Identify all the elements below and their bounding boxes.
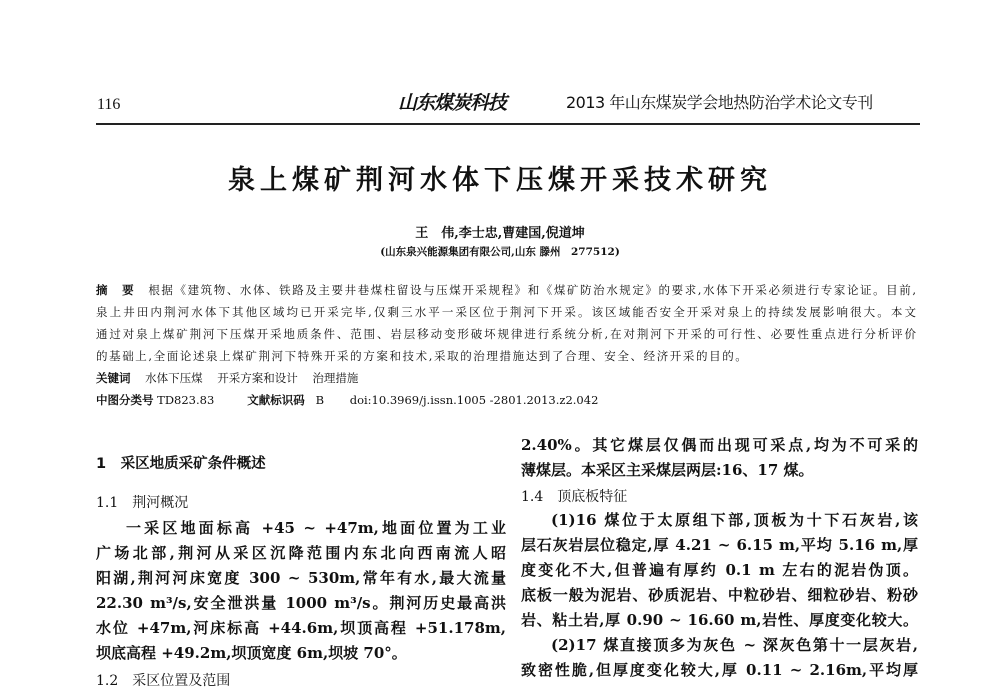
affiliation: (山东泉兴能源集团有限公司,山东 滕州 277512)	[380, 246, 620, 258]
journal-logo: 山东煤炭科技	[398, 92, 507, 114]
body-line: (2)17 煤直接顶多为灰色 ~ 深灰色第十一层灰岩,	[551, 636, 918, 654]
abstract-line: 的基础上,全面论述泉上煤矿荆河下特殊开采的方案和技术,采取的治理措施达到了合理、安全、经济开采的目的。	[96, 349, 749, 363]
abstract-label: 摘 要	[96, 283, 136, 297]
keyword: 开采方案和设计	[217, 371, 298, 385]
body-line: 一采区地面标高 +45 ~ +47m,地面位置为工业	[126, 519, 506, 537]
subsection-heading: 1.4 顶底板特征	[521, 489, 628, 505]
keyword: 治理措施	[312, 371, 359, 385]
paper-title: 泉上煤矿荆河水体下压煤开采技术研究	[228, 165, 772, 196]
authors: 王 伟,李士忠,曹建国,倪道坤	[415, 226, 585, 241]
subsection-heading: 1.1 荆河概况	[96, 495, 189, 511]
body-line: 阳湖,荆河河床宽度 300 ~ 530m,常年有水,最大流量	[96, 569, 506, 587]
body-line: 层石灰岩层位稳定,厚 4.21 ~ 6.15 m,平均 5.16 m,厚	[521, 536, 918, 554]
body-line: 22.30 m³/s,安全泄洪量 1000 m³/s。荆河历史最高洪	[96, 594, 506, 612]
body-line: 致密性脆,但厚度变化较大,厚 0.11 ~ 2.16m,平均厚	[521, 661, 918, 679]
abstract-line: 泉上井田内荆河水体下其他区域均已开采完毕,仅剩三水平一采区位于荆河下开采。该区域能否安全开采对泉上的持续发展影响很大。本文	[96, 305, 916, 319]
subsection-heading: 1.2 采区位置及范围	[96, 673, 231, 689]
header-rule	[96, 123, 920, 125]
page-number: 116	[97, 96, 121, 113]
body-line: 水位 +47m,河床标高 +44.6m,坝顶高程 +51.178m,	[96, 619, 506, 637]
body-line: 底板一般为泥岩、砂质泥岩、中粒砂岩、细粒砂岩、粉砂	[521, 586, 918, 604]
body-line: 坝底高程 +49.2m,坝顶宽度 6m,坝坡 70°。	[96, 644, 407, 662]
body-line: (1)16 煤位于太原组下部,顶板为十下石灰岩,该	[551, 511, 918, 529]
keyword: 水体下压煤	[145, 371, 203, 385]
body-line: 2.40%。其它煤层仅偶而出现可采点,均为不可采的	[521, 436, 918, 454]
section-heading: 1 采区地质采矿条件概述	[96, 456, 266, 472]
classification: 中图分类号 TD823.83 文献标识码 B doi:10.3969/j.issn.1005 -2801.2013.z2.042	[96, 393, 599, 407]
keywords: 关键词 水体下压煤 开采方案和设计 治理措施	[96, 371, 359, 385]
body-line: 度变化不大,但普遍有厚约 0.1 m 左右的泥岩伪顶。	[521, 561, 918, 579]
body-line: 薄煤层。本采区主采煤层两层:16、17 煤。	[521, 461, 814, 479]
body-line: 岩、粘土岩,厚 0.90 ~ 16.60 m,岩性、厚度变化较大。	[521, 611, 918, 629]
journal-title: 2013 年山东煤炭学会地热防治学术论文专刊	[566, 93, 873, 112]
body-line: 广场北部,荆河从采区沉降范围内东北向西南流人昭	[96, 544, 506, 562]
abstract-line: 通过对泉上煤矿荆河下压煤开采地质条件、范围、岩层移动变形破坏规律进行系统分析,在对荆河下开采的可行性、必要性重点进行分析评价	[96, 327, 916, 341]
abstract-line: 摘 要 根据《建筑物、水体、铁路及主要井巷煤柱留设与压煤开采规程》和《煤矿防治水规定》的要求,水体下开采必须进行专家论证。目前,	[96, 283, 916, 297]
doi: doi:10.3969/j.issn.1005 -2801.2013.z2.042	[349, 393, 599, 407]
